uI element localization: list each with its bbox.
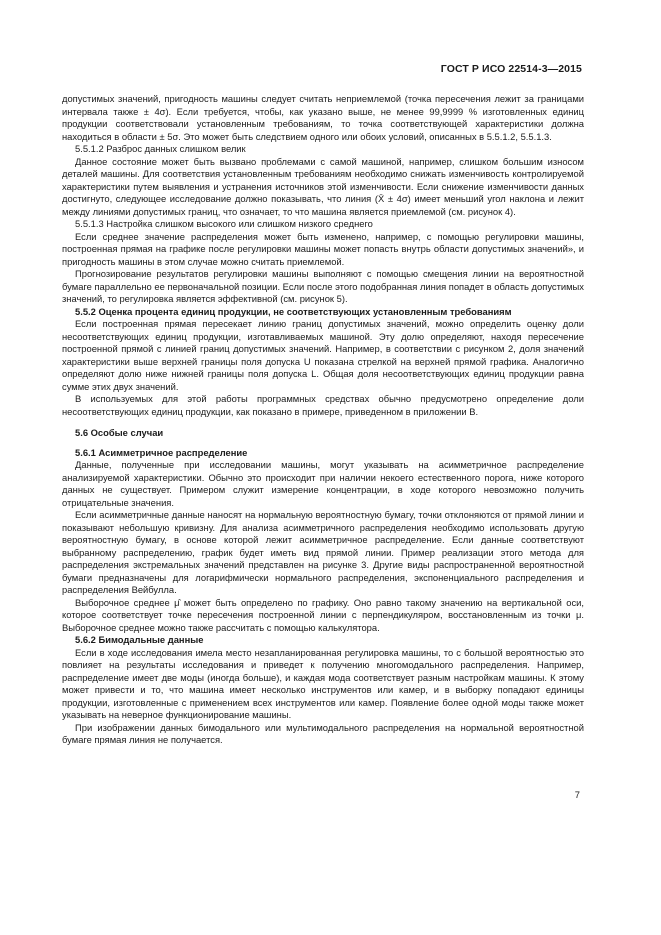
document-body — [62, 93, 584, 747]
paragraph: Данные, полученные при исследовании машины, могут указывать на асимметричное распределение анализируемой характеристики. Обычно это происходит при наличии некоего естественного порога, ниже которого данных не существует. Примером служит измерение концентрации, в ходе которого невозможно получить отрицательные значения. — [62, 459, 584, 508]
paragraph: Если построенная прямая пересекает линию границ допустимых значений, можно определить оценку доли несоответствующих единиц продукции, изготавливаемых машиной. Эту долю определяют, находя пересечение построенной прямой с линией границ допустимых значений. Например, в соответствии с рисунком 2, доля значений характеристики выше верхней границы поля допуска U показана стрелкой на верхней прямой графика. Аналогично определяют долю ниже нижней границы поля допуска L. Общая доля несоответствующих единиц продукции равна сумме этих двух значений. — [62, 318, 584, 392]
standard-designation: ГОСТ Р ИСО 22514-3—2015 — [440, 63, 582, 75]
paragraph: Если в ходе исследования имела место незапланированная регулировка машины, то с большой вероятностью это повлияет на результаты исследования и приведет к получению многомодального распределения. Например, распределение имеет две моды (иногда больше), и каждая мода соответствует разным настройкам машины. К этому может привести и то, что машина имеет несколько инструментов или камер, и в выборку попадают единицы продукции, изготовленные с применением всех инструментов или камер. Появление более одной моды также может указывать на неверное функционирование машины. — [62, 646, 584, 720]
paragraph: Если среднее значение распределения может быть изменено, например, с помощью регулировки машины, построенная прямая на графике после регулировки машины может попасть внутрь области допустимых значений», и пригодность машины в этом случае можно считать приемлемой. — [62, 230, 584, 267]
paragraph: Выборочное среднее μ̂ может быть определено по графику. Оно равно такому значению на вертикальной оси, которое соответствует точке пересечения построенной линии с перпендикуляром, восстановленным из точки μ. Выборочное среднее можно также рассчитать с помощью калькулятора. — [62, 596, 584, 633]
paragraph: При изображении данных бимодального или мультимодального распределения на нормальной вероятностной бумаге прямая линия не получается. — [62, 721, 584, 745]
subclause-heading-5-5-1-3: 5.5.1.3 Настройка слишком высокого или слишком низкого среднего — [75, 218, 373, 229]
subclause-heading-5-5-1-2: 5.5.1.2 Разброс данных слишком велик — [75, 143, 246, 154]
clause-heading-5-6-2: 5.6.2 Бимодальные данные — [75, 634, 204, 645]
paragraph-continuation: допустимых значений, пригодность машины следует считать неприемлемой (точка пересечения лежит за границами интервала также ± 4σ). Если требуется, чтобы, как указано выше, не менее 99,9999 % изготовленных единиц продукции соответствовали установленным требованиям, то точка соответствующей характеристики должна находиться в области ± 5σ. Это может быть следствием одного или обоих условий, описанных в 5.5.1.2, 5.5.1.3. — [62, 93, 584, 142]
clause-heading-5-5-2: 5.5.2 Оценка процента единиц продукции, не соответствующих установленным требованиям — [75, 305, 512, 317]
paragraph: Данное состояние может быть вызвано проблемами с самой машиной, например, слишком большим износом деталей машины. Для соответствия установленным требованиям необходимо снижать изменчивость контролируемой характеристики путем выявления и устранения источников этой изменчивости. Если снижение изменчивости данных достигнуто, следующее исследование должно показывать, что линия (X̄ ± 4σ) имеет меньший угол наклона и лежит между линиями допустимых границ, что означает, то что машина является приемлемой (см. рисунок 4). — [62, 155, 584, 217]
section-heading-5-6: 5.6 Особые случаи — [75, 427, 164, 438]
paragraph: Если асимметричные данные наносят на нормальную вероятностную бумагу, точки отклоняются от прямой линии и показывают небольшую кривизну. Для анализа асимметричного распределения необходимо использовать другую вероятностную бумагу, в основе которой лежит асимметричное распределение. Если данные соответствуют выбранному распределению, график будет иметь вид прямой линии. Пример реализации этого метода для распределения экстремальных значений представлен на рисунке 3. Другие виды распространенной вероятностной бумаги предназначены для логарифмически нормального распределения, экспоненциального распределения и распределения Вейбулла. — [62, 509, 584, 595]
paragraph: Прогнозирование результатов регулировки машины выполняют с помощью смещения линии на вероятностной бумаге параллельно ее первоначальной позиции. Если после этого подобранная линия попадет в область допустимых значений, то регулировка является эффективной (см. рисунок 5). — [62, 268, 584, 304]
clause-heading-5-6-1: 5.6.1 Асимметричное распределение — [75, 446, 248, 458]
page-number: 7 — [574, 789, 580, 800]
paragraph: В используемых для этой работы программных средствах обычно предусмотрено определение доли несоответствующих единиц продукции, как показано в примере, приведенном в приложении В. — [62, 393, 584, 417]
